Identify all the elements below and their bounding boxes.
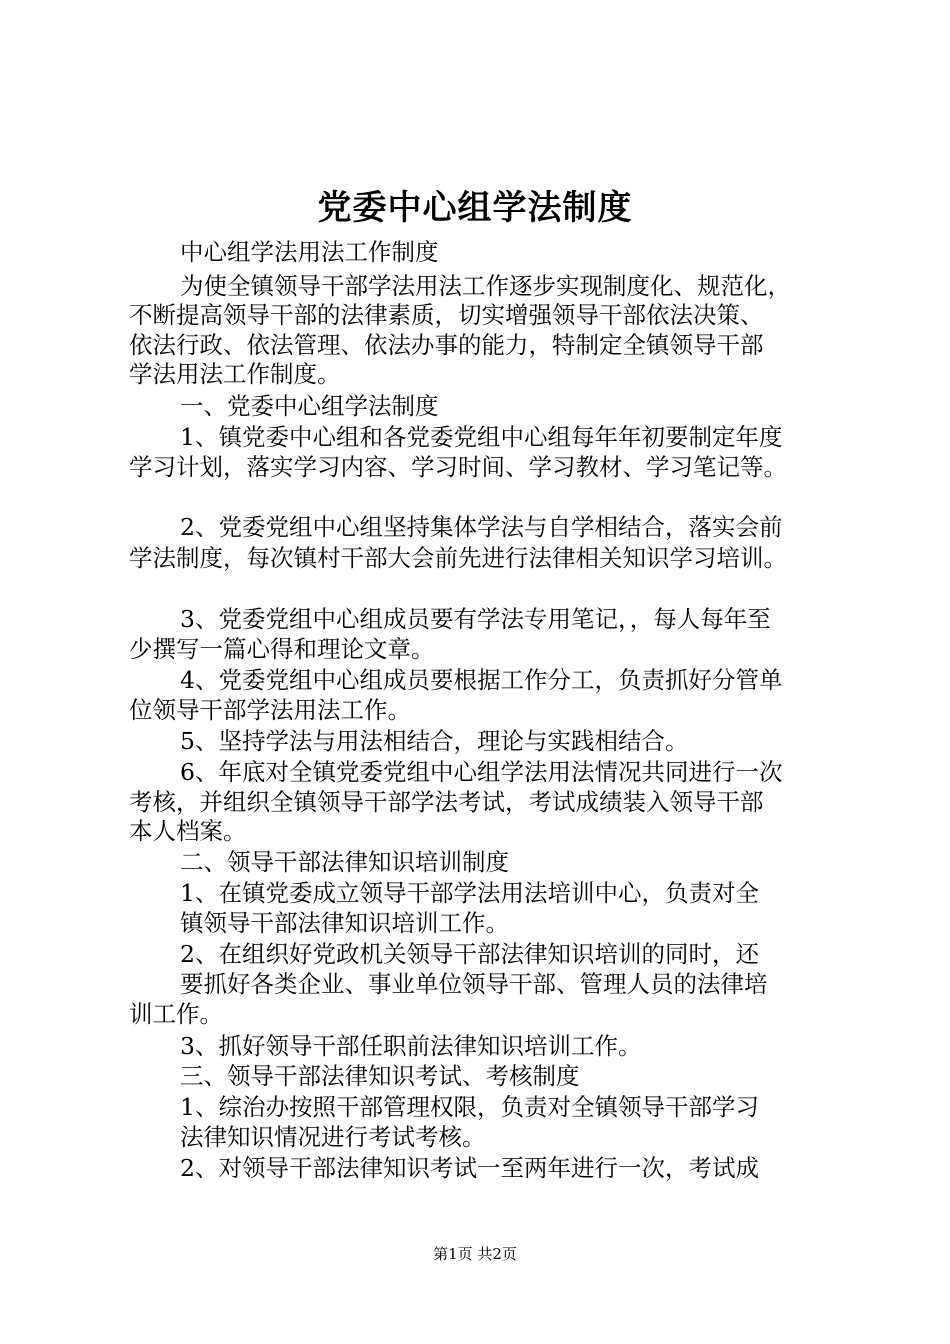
page-number-footer: 第1页 共2页 bbox=[433, 1245, 517, 1263]
paragraph-line: 要抓好各类企业、事业单位领导干部、管理人员的法律培 bbox=[180, 970, 768, 998]
paragraph-line: 2、党委党组中心组坚持集体学法与自学相结合，落实会前 bbox=[180, 513, 783, 541]
paragraph-line: 3、抓好领导干部任职前法律知识培训工作。 bbox=[180, 1032, 642, 1060]
section-heading: 中心组学法用法工作制度 bbox=[180, 238, 439, 266]
paragraph-line: 5、坚持学法与用法相结合，理论与实践相结合。 bbox=[180, 727, 689, 755]
paragraph-line: 训工作。 bbox=[129, 1000, 223, 1028]
section-heading: 二、领导干部法律知识培训制度 bbox=[180, 848, 509, 876]
paragraph-line: 4、党委党组中心组成员要根据工作分工，负责抓好分管单 bbox=[180, 666, 783, 694]
paragraph-line: 本人档案。 bbox=[129, 817, 247, 845]
paragraph-line: 2、在组织好党政机关领导干部法律知识培训的同时，还 bbox=[180, 940, 759, 968]
paragraph-line: 学法用法工作制度。 bbox=[129, 360, 341, 388]
paragraph-line: 法律知识情况进行考试考核。 bbox=[180, 1123, 486, 1151]
paragraph-line: 考核，并组织全镇领导干部学法考试，考试成绩装入领导干部 bbox=[129, 788, 764, 816]
paragraph-line: 1、综治办按照干部管理权限，负责对全镇领导干部学习 bbox=[180, 1093, 759, 1121]
paragraph-line: 2、对领导干部法律知识考试一至两年进行一次，考试成 bbox=[180, 1154, 759, 1182]
paragraph-line: 少撰写一篇心得和理论文章。 bbox=[129, 635, 435, 663]
document-title: 党委中心组学法制度 bbox=[317, 188, 633, 228]
paragraph-line: 学法制度，每次镇村干部大会前先进行法律相关知识学习培训。 bbox=[129, 544, 787, 572]
paragraph-line: 1、镇党委中心组和各党委党组中心组每年年初要制定年度 bbox=[180, 423, 783, 451]
paragraph-line: 不断提高领导干部的法律素质，切实增强领导干部依法决策、 bbox=[129, 301, 764, 329]
paragraph-line: 6、年底对全镇党委党组中心组学法用法情况共同进行一次 bbox=[180, 758, 783, 786]
section-heading: 一、党委中心组学法制度 bbox=[180, 392, 439, 420]
section-heading: 三、领导干部法律知识考试、考核制度 bbox=[180, 1062, 580, 1090]
paragraph-line: 镇领导干部法律知识培训工作。 bbox=[180, 909, 509, 937]
paragraph-line: 位领导干部学法用法工作。 bbox=[129, 696, 411, 724]
paragraph-line: 3、党委党组中心组成员要有学法专用笔记，，每人每年至 bbox=[180, 605, 771, 633]
paragraph-line: 为使全镇领导干部学法用法工作逐步实现制度化、规范化， bbox=[180, 272, 791, 300]
paragraph-line: 1、在镇党委成立领导干部学法用法培训中心，负责对全 bbox=[180, 879, 759, 907]
paragraph-line: 学习计划，落实学习内容、学习时间、学习教材、学习笔记等。 bbox=[129, 453, 787, 481]
paragraph-line: 依法行政、依法管理、依法办事的能力，特制定全镇领导干部 bbox=[129, 331, 764, 359]
